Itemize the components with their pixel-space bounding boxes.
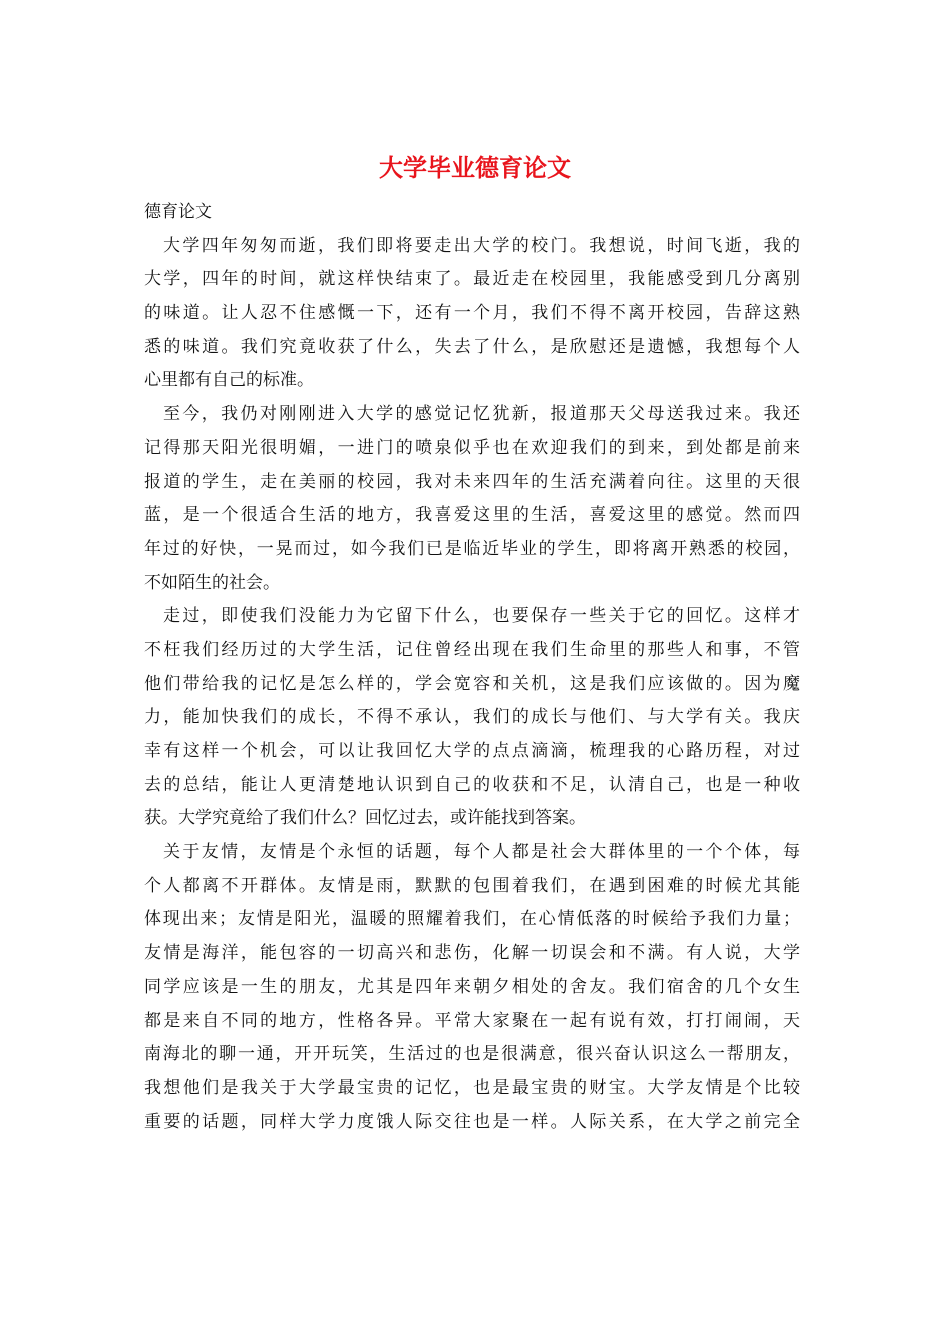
text-line: 幸有这样一个机会，可以让我回忆大学的点点滴滴，梳理我的心路历程，对过	[144, 741, 800, 761]
text-line: 同学应该是一生的朋友，尤其是四年来朝夕相处的舍友。我们宿舍的几个女生	[144, 976, 800, 997]
text-line: 不枉我们经历过的大学生活，记住曾经出现在我们生命里的那些人和事，不管	[144, 639, 800, 660]
text-line: 的味道。让人忍不住感慨一下，还有一个月，我们不得不离开校园，告辞这熟	[144, 303, 800, 324]
text-line: 蓝，是一个很适合生活的地方，我喜爱这里的生活，喜爱这里的感觉。然而四	[144, 505, 800, 526]
text-line: 重要的话题，同样大学力度饿人际交往也是一样。人际关系，在大学之前完全	[144, 1111, 800, 1132]
document-body	[144, 196, 800, 1139]
text-line: 记得那天阳光很明媚，一进门的喷泉似乎也在欢迎我们的到来，到处都是前来	[144, 437, 800, 458]
text-line: 关于友情，友情是个永恒的话题，每个人都是社会大群体里的一个个体，每	[163, 842, 800, 863]
paragraph-2	[144, 398, 800, 600]
paragraph-1	[144, 230, 800, 398]
text-line: 他们带给我的记忆是怎么样的，学会宽容和关机，这是我们应该做的。因为魔	[144, 673, 800, 694]
text-line: 去的总结，能让人更清楚地认识到自己的收获和不足，认清自己，也是一种收	[144, 774, 800, 795]
text-line: 都是来自不同的地方，性格各异。平常大家聚在一起有说有效，打打闹闹，天	[144, 1010, 800, 1031]
text-line: 获。大学究竟给了我们什么？回忆过去，或许能找到答案。	[144, 808, 586, 829]
text-line: 大学，四年的时间，就这样快结束了。最近走在校园里，我能感受到几分离别	[144, 269, 800, 290]
text-line: 友情是海洋，能包容的一切高兴和悲伤，化解一切误会和不满。有人说，大学	[144, 943, 800, 964]
text-line: 南海北的聊一通，开开玩笑，生活过的也是很满意，很兴奋认识这么一帮朋友，	[144, 1044, 800, 1065]
text-line: 体现出来；友情是阳光，温暖的照耀着我们，在心情低落的时候给予我们力量；	[144, 909, 800, 930]
text-line: 心里都有自己的标准。	[144, 370, 314, 391]
document-subtitle: 德育论文	[144, 202, 212, 222]
paragraph-4	[144, 836, 800, 1139]
text-line: 悉的味道。我们究竟收获了什么，失去了什么，是欣慰还是遗憾，我想每个人	[144, 336, 800, 357]
text-line: 大学四年匆匆而逝，我们即将要走出大学的校门。我想说，时间飞逝，我的	[163, 235, 800, 256]
text-line: 至今，我仍对刚刚进入大学的感觉记忆犹新，报道那天父母送我过来。我还	[163, 404, 800, 425]
text-line: 我想他们是我关于大学最宝贵的记忆，也是最宝贵的财宝。大学友情是个比较	[144, 1077, 800, 1098]
text-line: 力，能加快我们的成长，不得不承认，我们的成长与他们、与大学有关。我庆	[144, 707, 800, 728]
text-line: 不如陌生的社会。	[144, 572, 280, 593]
text-line: 走过，即使我们没能力为它留下什么，也要保存一些关于它的回忆。这样才	[163, 606, 800, 627]
text-line: 报道的学生，走在美丽的校园，我对未来四年的生活充满着向往。这里的天很	[144, 471, 800, 492]
document-title: 大学毕业德育论文	[379, 153, 571, 182]
text-line: 个人都离不开群体。友情是雨，默默的包围着我们，在遇到困难的时候尤其能	[144, 875, 800, 896]
text-line: 年过的好快，一晃而过，如今我们已是临近毕业的学生，即将离开熟悉的校园，	[144, 538, 800, 559]
paragraph-3	[144, 600, 800, 836]
